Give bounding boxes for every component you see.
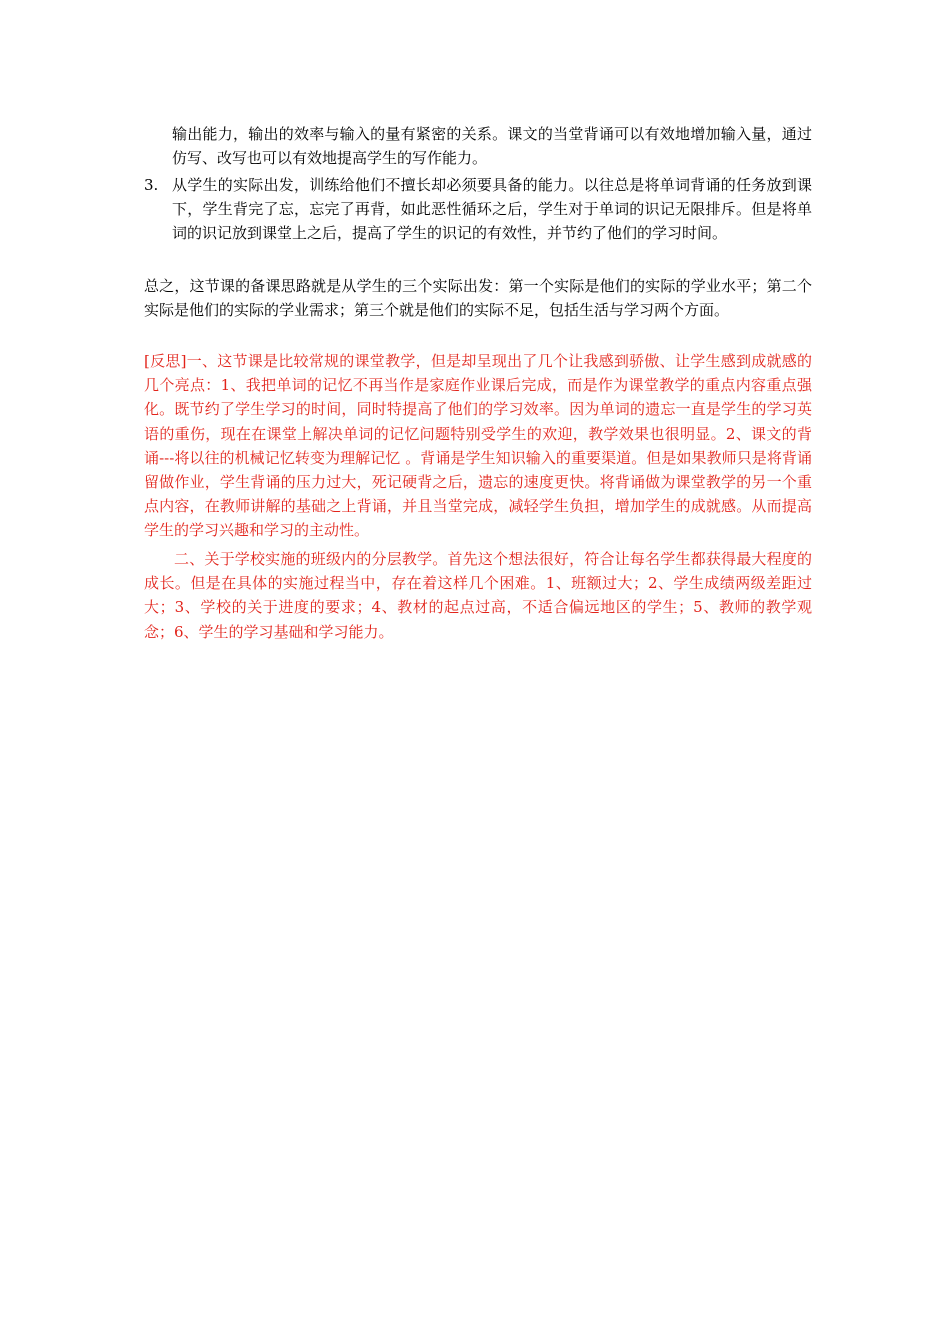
continuation-paragraph: 输出能力，输出的效率与输入的量有紧密的关系。课文的当堂背诵可以有效地增加输入量，通过仿写、改写也可以有效地提高学生的写作能力。 xyxy=(172,125,812,168)
summary-paragraph: 总之，这节课的备课思路就是从学生的三个实际出发：第一个实际是他们的实际的学业水平；第二个实际是他们的实际的学业需求；第三个就是他们的实际不足，包括生活与学习两个方面。 xyxy=(144,277,812,320)
list-item-number: 3. xyxy=(144,176,159,194)
list-item-3 xyxy=(144,173,812,246)
list-item-text: 从学生的实际出发，训练给他们不擅长却必须要具备的能力。以往总是将单词背诵的任务放到课下，学生背完了忘，忘完了再背，如此恶性循环之后，学生对于单词的识记无限排斥。但是将单词的识记放到课堂上之后，提高了学生的识记的有效性，并节约了他们的学习时间。 xyxy=(172,176,812,243)
reflection-paragraph-1: [反思]一、这节课是比较常规的课堂教学，但是却呈现出了几个让我感到骄傲、让学生感到成就感的几个亮点：1、我把单词的记忆不再当作是家庭作业课后完成，而是作为课堂教学的重点内容重点强化。既节约了学生学习的时间，同时特提高了他们的学习效率。因为单词的遗忘一直是学生的学习英语的重伤，现在在课堂上解决单词的记忆问题特别受学生的欢迎，教学效果也很明显。2、课文的背诵---将以往的机械记忆转变为理解记忆 。背诵是学生知识输入的重要渠道。但是如果教师只是将背诵留做作业，学生背诵的压力过大，死记硬背之后，遗忘的速度更快。将背诵做为课堂教学的另一个重点内容，在教师讲解的基础之上背诵，并且当堂完成，减轻学生负担，增加学生的成就感。从而提高学生的学习兴趣和学习的主动性。 xyxy=(144,352,812,540)
reflection-paragraph-2: 二、关于学校实施的班级内的分层教学。首先这个想法很好，符合让每名学生都获得最大程度的成长。但是在具体的实施过程当中，存在着这样几个困难。1、班额过大；2、学生成绩两级差距过大；3、学校的关于进度的要求；4、教材的起点过高，不适合偏远地区的学生；5、教师的教学观念；6、学生的学习基础和学习能力。 xyxy=(144,550,812,641)
